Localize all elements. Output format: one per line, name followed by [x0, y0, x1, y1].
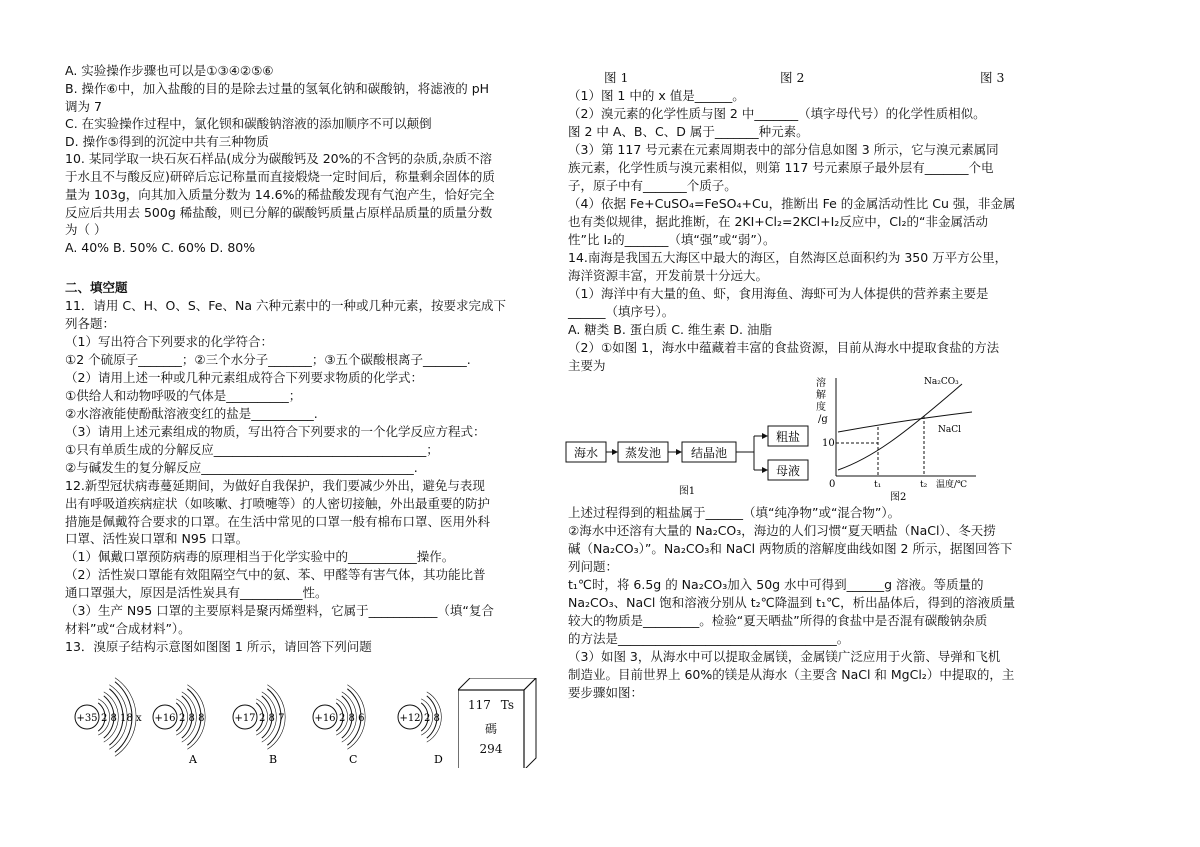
- left-line-19: ②水溶液能使酚酞溶液变红的盐是__________.: [65, 406, 318, 421]
- flow-box-seawater: 海水: [573, 446, 599, 460]
- flow-box-crude-salt: 粗盐: [775, 430, 801, 444]
- left-line-27: （1）佩戴口罩预防病毒的原理相当于化学实验中的___________操作。: [65, 549, 455, 564]
- chart-xtick-t2: t₂: [920, 480, 928, 490]
- atom-diagram-0: [75, 678, 142, 756]
- atom-shells-4: 2 8: [424, 713, 440, 724]
- left-line-5: 10. 某同学取一块石灰石样品(成分为碳酸钙及 20%的不含钙的杂质,杂质不溶: [65, 151, 492, 166]
- right-line-top-11: （1）海洋中有大量的鱼、虾，食用海鱼、海虾可为人体提供的营养素主要是: [568, 286, 989, 301]
- right-line-top-9: 14.南海是我国五大海区中最大的海区，自然海区总面积约为 350 万平方公里，: [568, 250, 1008, 265]
- right-line-bottom-1: ②海水中还溶有大量的 Na₂CO₃，海边的人们习惯“夏天晒盐（NaCl）、冬天捞: [568, 523, 996, 538]
- left-line-7: 量为 103g，向其加入质量分数为 14.6%的稀盐酸发现有气泡产生，恰好完全: [65, 187, 495, 202]
- left-line-15: （1）写出符合下列要求的化学符合：: [65, 334, 273, 349]
- chart-series-nacl: NaCl: [938, 425, 962, 435]
- left-line-30: （3）生产 N95 口罩的主要原料是聚丙烯塑料，它属于___________（填“复合: [65, 603, 494, 618]
- left-line-18: ①供给人和动物呼吸的气体是__________；: [65, 388, 302, 403]
- fig-title-2: 图 2: [780, 70, 805, 85]
- chart-origin: 0: [829, 479, 836, 490]
- atom-label-B: B: [269, 753, 278, 766]
- solubility-chart: [812, 372, 982, 504]
- right-line-top-15: 主要为: [568, 358, 606, 373]
- left-line-16: ①2 个硫原子_______；②三个水分子_______；③五个碳酸根离子_______.: [65, 352, 471, 367]
- right-line-top-3: （3）第 117 号元素在元素周期表中的部分信息如图 3 所示，它与溴元素属同: [568, 142, 999, 157]
- chart-xlabel: 温度/℃: [936, 480, 968, 490]
- right-line-top-4: 族元素，化学性质与溴元素相似，则第 117 号元素原子最外层有_______个电: [568, 160, 994, 175]
- element-box: [458, 690, 524, 772]
- atom-shells-2: 2 8 7: [259, 713, 285, 724]
- chart-ytick: 10: [822, 438, 835, 449]
- atom-diagram-3: [313, 685, 365, 766]
- atom-label-C: C: [349, 753, 358, 766]
- chart-ylabel-1: 溶: [816, 378, 826, 389]
- atom-shells-3: 2 8 6: [339, 713, 365, 724]
- chart-ylabel-2: 解: [816, 390, 826, 401]
- atom-nucleus-4: +12: [399, 713, 421, 724]
- atom-nucleus-1: +16: [154, 713, 176, 724]
- atom-nucleus-3: +16: [314, 713, 336, 724]
- left-line-1: B. 操作⑥中，加入盐酸的目的是除去过量的氢氧化钠和碳酸钠，将滤液的 pH: [65, 81, 490, 96]
- right-line-top-13: A. 糖类 B. 蛋白质 C. 维生素 D. 油脂: [568, 322, 772, 337]
- right-line-bottom-3: 列问题：: [568, 559, 619, 574]
- atom-structure-figure: [65, 665, 485, 775]
- left-line-9: 为（ ）: [65, 222, 107, 237]
- right-line-top-6: （4）依据 Fe+CuSO₄=FeSO₄+Cu，推断出 Fe 的金属活动性比 Cu 强，非金属: [568, 196, 1016, 211]
- left-line-10: A. 40% B. 50% C. 60% D. 80%: [65, 240, 256, 255]
- chart-ylabel-3: 度: [816, 402, 826, 413]
- salt-flow-diagram: [562, 420, 812, 500]
- chart-xtick-t1: t₁: [874, 480, 882, 490]
- left-line-32: 13．溴原子结构示意图如图图 1 所示，请回答下列问题: [65, 639, 372, 654]
- right-line-top-1: （2）溴元素的化学性质与图 2 中_______（填字母代号）的化学性质相似。: [568, 106, 986, 121]
- left-line-31: 材料”或“合成材料”）。: [65, 621, 191, 636]
- left-line-12: 二、填空题: [65, 280, 128, 295]
- left-line-13: 11．请用 C、H、O、S、Fe、Na 六种元素中的一种或几种元素，按要求完成下: [65, 298, 506, 313]
- atom-label-A: A: [189, 753, 197, 766]
- right-line-bottom-9: 制造业。目前世界上 60%的镁是从海水（主要含 NaCl 和 MgCl₂）中提取的，主: [568, 667, 1015, 682]
- left-line-3: C. 在实验操作过程中，氯化钡和碳酸钠溶液的添加顺序不可以颠倒: [65, 116, 432, 131]
- element-name: 碼: [484, 722, 497, 736]
- left-line-29: 通口罩强大，原因是活性炭具有__________性。: [65, 585, 328, 600]
- right-line-top-12: ______（填序号）。: [568, 304, 675, 319]
- right-line-bottom-6: 较大的物质是_________。检验“夏天晒盐”所得的食盐中是否混有碳酸钠杂质: [568, 613, 988, 628]
- right-line-bottom-8: （3）如图 3，从海水中可以提取金属镁，金属镁广泛应用于火箭、导弹和飞机: [568, 649, 1001, 664]
- left-line-22: ②与碱发生的复分解反应__________________________________.: [65, 460, 418, 475]
- left-line-0: A. 实验操作步骤也可以是①③④②⑤⑥: [65, 63, 274, 78]
- atom-nucleus-2: +17: [234, 713, 256, 724]
- left-line-26: 口罩、活性炭口罩和 N95 口罩。: [65, 531, 249, 546]
- right-line-bottom-7: 的方法是___________________________________。: [568, 631, 850, 646]
- left-line-4: D. 操作⑤得到的沉淀中共有三种物质: [65, 134, 269, 149]
- right-line-bottom-0: 上述过程得到的粗盐属于______（填“纯净物”或“混合物”）。: [568, 505, 901, 520]
- element-symbol: Ts: [500, 698, 515, 712]
- left-line-20: （3）请用上述元素组成的物质，写出符合下列要求的一个化学反应方程式：: [65, 424, 486, 439]
- right-line-bottom-2: 碱（Na₂CO₃）”。Na₂CO₃和 NaCl 两物质的溶解度曲线如图 2 所示，据图回答下: [568, 541, 1013, 556]
- flow-box-evaporation: 蒸发池: [624, 446, 662, 460]
- right-line-top-8: 性”比 I₂的_______（填“强”或“弱”）。: [568, 232, 776, 247]
- right-line-bottom-4: t₁℃时，将 6.5g 的 Na₂CO₃加入 50g 水中可得到______g 溶液。等质量的: [568, 577, 984, 592]
- right-line-top-10: 海洋资源丰富，开发前景十分远大。: [568, 268, 769, 283]
- element-mass: 294: [479, 742, 503, 756]
- element-number: 117: [467, 698, 491, 712]
- chart-caption: 图2: [890, 492, 907, 503]
- left-line-8: 反应后共用去 500g 稀盐酸，则已分解的碳酸钙质量占原样品质量的质量分数: [65, 205, 493, 220]
- right-line-top-14: （2）①如图 1，海水中蕴藏着丰富的食盐资源，目前从海水中提取食盐的方法: [568, 340, 1000, 355]
- right-line-top-7: 也有类似规律，据此推断，在 2KI+Cl₂=2KCl+I₂反应中，Cl₂的“非金属活动: [568, 214, 988, 229]
- right-line-bottom-10: 要步骤如图：: [568, 685, 644, 700]
- left-line-21: ①只有单质生成的分解反应__________________________________；: [65, 442, 439, 457]
- left-line-23: 12.新型冠状病毒蔓延期间，为做好自我保护，我们要减少外出，避免与表现: [65, 478, 485, 493]
- right-line-bottom-5: Na₂CO₃、NaCl 饱和溶液分别从 t₂℃降温到 t₁℃，析出晶体后，得到的溶液质量: [568, 595, 1016, 610]
- atom-label-D: D: [434, 753, 443, 766]
- left-line-24: 出有呼吸道疾病症状（如咳嗽、打喷嚏等）的人密切接触，外出最重要的防护: [65, 496, 491, 511]
- atom-diagram-2: [233, 685, 285, 766]
- left-line-2: 调为 7: [65, 99, 102, 114]
- fig-title-3: 图 3: [980, 70, 1005, 85]
- atom-shells-0: 2 8 18 x: [101, 713, 142, 724]
- right-line-top-0: （1）图 1 中的 x 值是______。: [568, 88, 745, 103]
- flow-box-mother-liquor: 母液: [775, 464, 801, 478]
- left-line-25: 措施是佩戴符合要求的口罩。在生活中常见的口罩一般有棉布口罩、医用外科: [65, 514, 491, 529]
- chart-ylabel-4: /g: [818, 414, 828, 425]
- flow-box-crystallization: 结晶池: [690, 446, 728, 460]
- atom-shells-1: 2 8 8: [179, 713, 205, 724]
- left-line-17: （2）请用上述一种或几种元素组成符合下列要求物质的化学式：: [65, 370, 423, 385]
- atom-nucleus-0: +35: [76, 713, 98, 724]
- right-line-top-5: 子，原子中有_______个质子。: [568, 178, 737, 193]
- left-line-14: 列各题：: [65, 316, 116, 331]
- right-line-top-2: 图 2 中 A、B、C、D 属于_______种元素。: [568, 124, 809, 139]
- fig-title-1: 图 1: [604, 70, 629, 85]
- left-line-6: 于水且不与酸反应)研碎后忘记称量而直接煅烧一定时间后，称量剩余固体的质: [65, 169, 495, 184]
- atom-diagram-4: [398, 692, 443, 766]
- atom-diagram-1: [153, 685, 205, 766]
- left-line-28: （2）活性炭口罩能有效阻隔空气中的氨、苯、甲醛等有害气体，其功能比普: [65, 567, 486, 582]
- chart-series-na2co3: Na₂CO₃: [924, 377, 959, 387]
- flow-caption: 图1: [678, 486, 696, 497]
